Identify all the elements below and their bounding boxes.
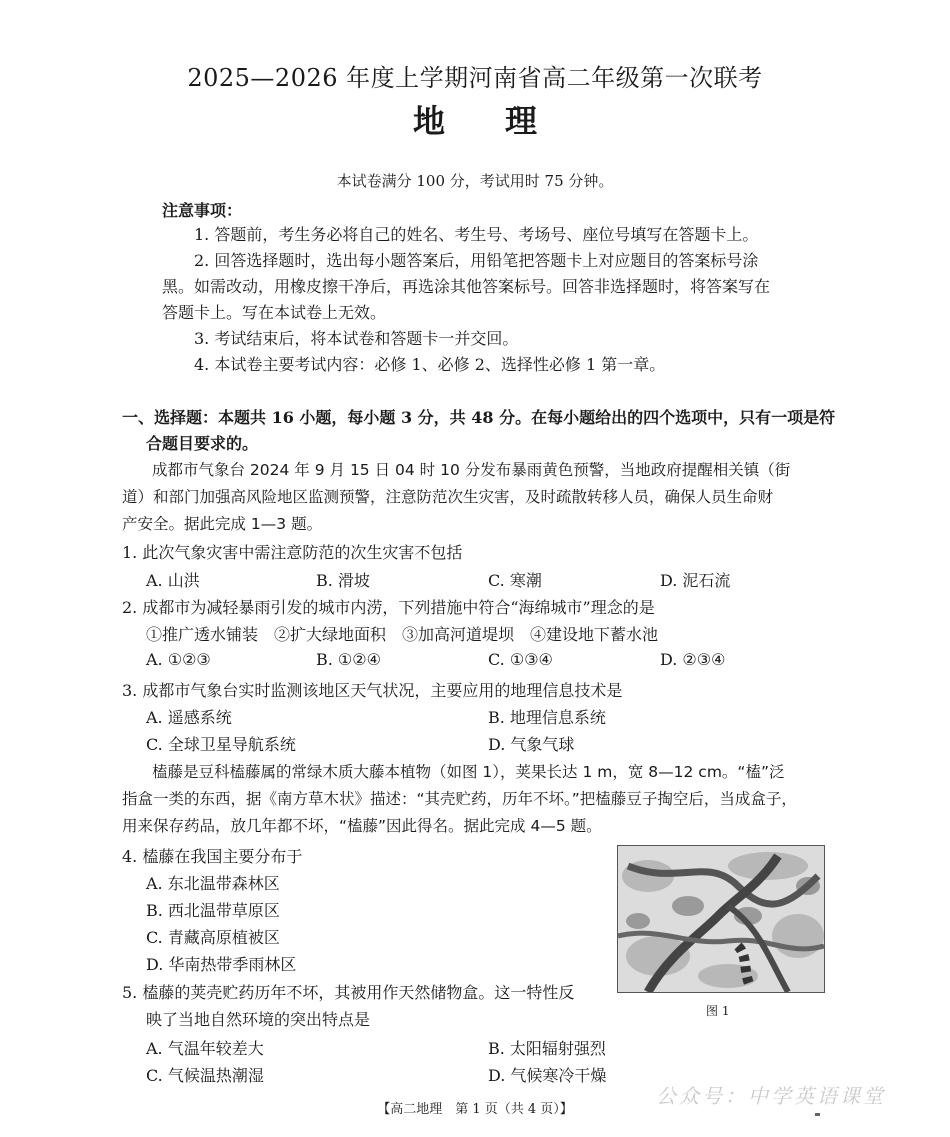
q5-stem-line-1: 5. 榼藤的荚壳贮药历年不坏，其被用作天然储物盒。这一特性反 [122,983,575,1002]
q2-option-b: B. ①②④ [316,650,381,669]
q4-option-d: D. 华南热带季雨林区 [146,955,297,974]
material2-line-1: 榼藤是豆科榼藤属的常绿木质大藤本植物（如图 1），荚果长达 1 m，宽 8—12 cm。“榼”泛 [152,763,785,781]
figure-1-vine-photo [617,845,825,993]
subject-title: 地理 [412,102,597,140]
q1-option-d: D. 泥石流 [660,571,731,590]
note-line-1: 1. 答题前，考生务必将自己的姓名、考生号、考场号、座位号填写在答题卡上。 [194,225,759,244]
q5-option-b: B. 太阳辐射强烈 [488,1039,606,1058]
q1-option-c: C. 寒潮 [488,571,542,590]
q2-option-d: D. ②③④ [660,650,726,669]
q5-option-c: C. 气候温热潮湿 [146,1066,264,1085]
vine-illustration [618,846,824,992]
q3-option-a: A. 遥感系统 [146,708,232,727]
q2-option-a: A. ①②③ [146,650,211,669]
q3-option-d: D. 气象气球 [488,735,575,754]
notes-heading: 注意事项： [162,201,243,220]
exam-info: 本试卷满分 100 分，考试用时 75 分钟。 [336,172,614,190]
q1-stem: 1. 此次气象灾害中需注意防范的次生灾害不包括 [122,543,463,562]
q5-option-a: A. 气温年较差大 [146,1039,264,1058]
exam-title: 2025—2026 年度上学期河南省高二年级第一次联考 [187,64,763,92]
watermark: 公众号：中学英语课堂 [656,1084,886,1108]
q4-option-a: A. 东北温带森林区 [146,874,280,893]
q4-option-b: B. 西北温带草原区 [146,901,280,920]
q2-items: ①推广透水铺装 ②扩大绿地面积 ③加高河道堤坝 ④建设地下蓄水池 [146,625,659,644]
q2-stem: 2. 成都市为减轻暴雨引发的城市内涝，下列措施中符合“海绵城市”理念的是 [122,598,655,617]
note-line-3: 黑。如需改动，用橡皮擦干净后，再选涂其他答案标号。回答非选择题时，将答案写在 [162,277,771,296]
page-footer: 【高二地理 第 1 页（共 4 页）】 [377,1102,573,1117]
note-line-5: 3. 考试结束后，将本试卷和答题卡一并交回。 [194,329,519,348]
page-mark [815,1113,820,1116]
q5-stem-line-2: 映了当地自然环境的突出特点是 [146,1010,371,1029]
q3-option-b: B. 地理信息系统 [488,708,606,727]
q1-option-a: A. 山洪 [146,571,200,590]
section-heading-line-2: 合题目要求的。 [146,434,259,453]
q1-option-b: B. 滑坡 [316,571,370,590]
q4-stem: 4. 榼藤在我国主要分布于 [122,847,303,866]
note-line-4: 答题卡上。写在本试卷上无效。 [162,303,387,322]
q4-option-c: C. 青藏高原植被区 [146,928,280,947]
q3-option-c: C. 全球卫星导航系统 [146,735,296,754]
q5-option-d: D. 气候寒冷干燥 [488,1066,607,1085]
note-line-2: 2. 回答选择题时，选出每小题答案后，用铅笔把答题卡上对应题目的答案标号涂 [194,251,759,270]
material2-line-3: 用来保存药品，放几年都不坏，“榼藤”因此得名。据此完成 4—5 题。 [122,817,602,835]
q2-option-c: C. ①③④ [488,650,553,669]
figure-caption: 图 1 [706,1004,730,1018]
material1-line-3: 产安全。据此完成 1—3 题。 [122,515,323,533]
material2-line-2: 指盒一类的东西，据《南方草木状》描述：“其壳贮药，历年不坏。”把榼藤豆子掏空后，当成盒子， [122,790,797,808]
section-heading-line-1: 一、选择题：本题共 16 小题，每小题 3 分，共 48 分。在每小题给出的四个选项中，只有一项是符 [122,408,836,427]
material1-line-1: 成都市气象台 2024 年 9 月 15 日 04 时 10 分发布暴雨黄色预警，当地政府提醒相关镇（街 [152,461,791,479]
q3-stem: 3. 成都市气象台实时监测该地区天气状况，主要应用的地理信息技术是 [122,681,623,700]
material1-line-2: 道）和部门加强高风险地区监测预警，注意防范次生灾害，及时疏散转移人员，确保人员生命财 [122,488,774,506]
note-line-6: 4. 本试卷主要考试内容：必修 1、必修 2、选择性必修 1 第一章。 [194,355,666,374]
